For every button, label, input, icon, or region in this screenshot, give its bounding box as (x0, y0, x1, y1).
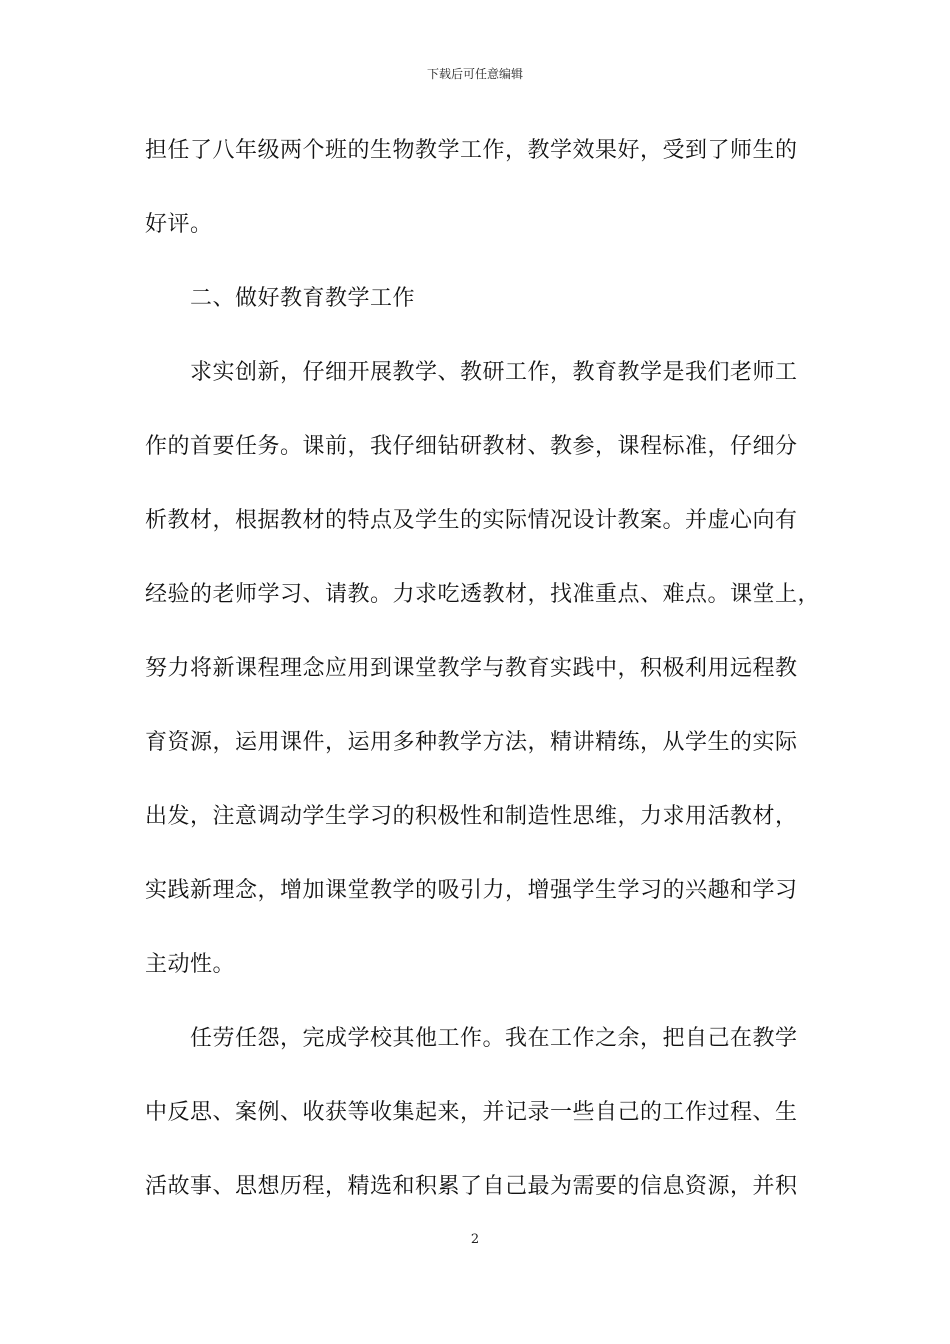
page-number: 2 (470, 1232, 480, 1247)
paragraph-start: 求实创新，仔细开展教学、教研工作，教育教学是我们老师工 (190, 360, 798, 385)
body-line: 作的首要任务。课前，我仔细钻研教材、教参，课程标准，仔细分 (145, 434, 798, 459)
body-line: 活故事、思想历程，精选和积累了自己最为需要的信息资源，并积 (145, 1174, 798, 1199)
body-line: 出发，注意调动学生学习的积极性和制造性思维，力求用活教材， (145, 804, 798, 829)
body-line: 担任了八年级两个班的生物教学工作，教学效果好，受到了师生的 (145, 138, 798, 163)
body-line: 实践新理念，增加课堂教学的吸引力，增强学生学习的兴趣和学习 (145, 878, 798, 903)
body-line: 经验的老师学习、请教。力求吃透教材，找准重点、难点。课堂上， (145, 582, 821, 607)
body-line: 析教材，根据教材的特点及学生的实际情况设计教案。并虚心向有 (145, 508, 798, 533)
section-heading: 二、做好教育教学工作 (190, 286, 416, 311)
paragraph-start: 任劳任怨，完成学校其他工作。我在工作之余，把自己在教学 (190, 1026, 798, 1051)
body-line: 努力将新课程理念应用到课堂教学与教育实践中，积极利用远程教 (145, 656, 798, 681)
page-header: 下载后可任意编辑 (426, 67, 523, 81)
body-line: 好评。 (145, 212, 213, 237)
body-line: 主动性。 (145, 952, 236, 977)
body-line: 中反思、案例、收获等收集起来，并记录一些自己的工作过程、生 (145, 1100, 798, 1125)
body-line: 育资源，运用课件，运用多种教学方法，精讲精练，从学生的实际 (145, 730, 798, 755)
